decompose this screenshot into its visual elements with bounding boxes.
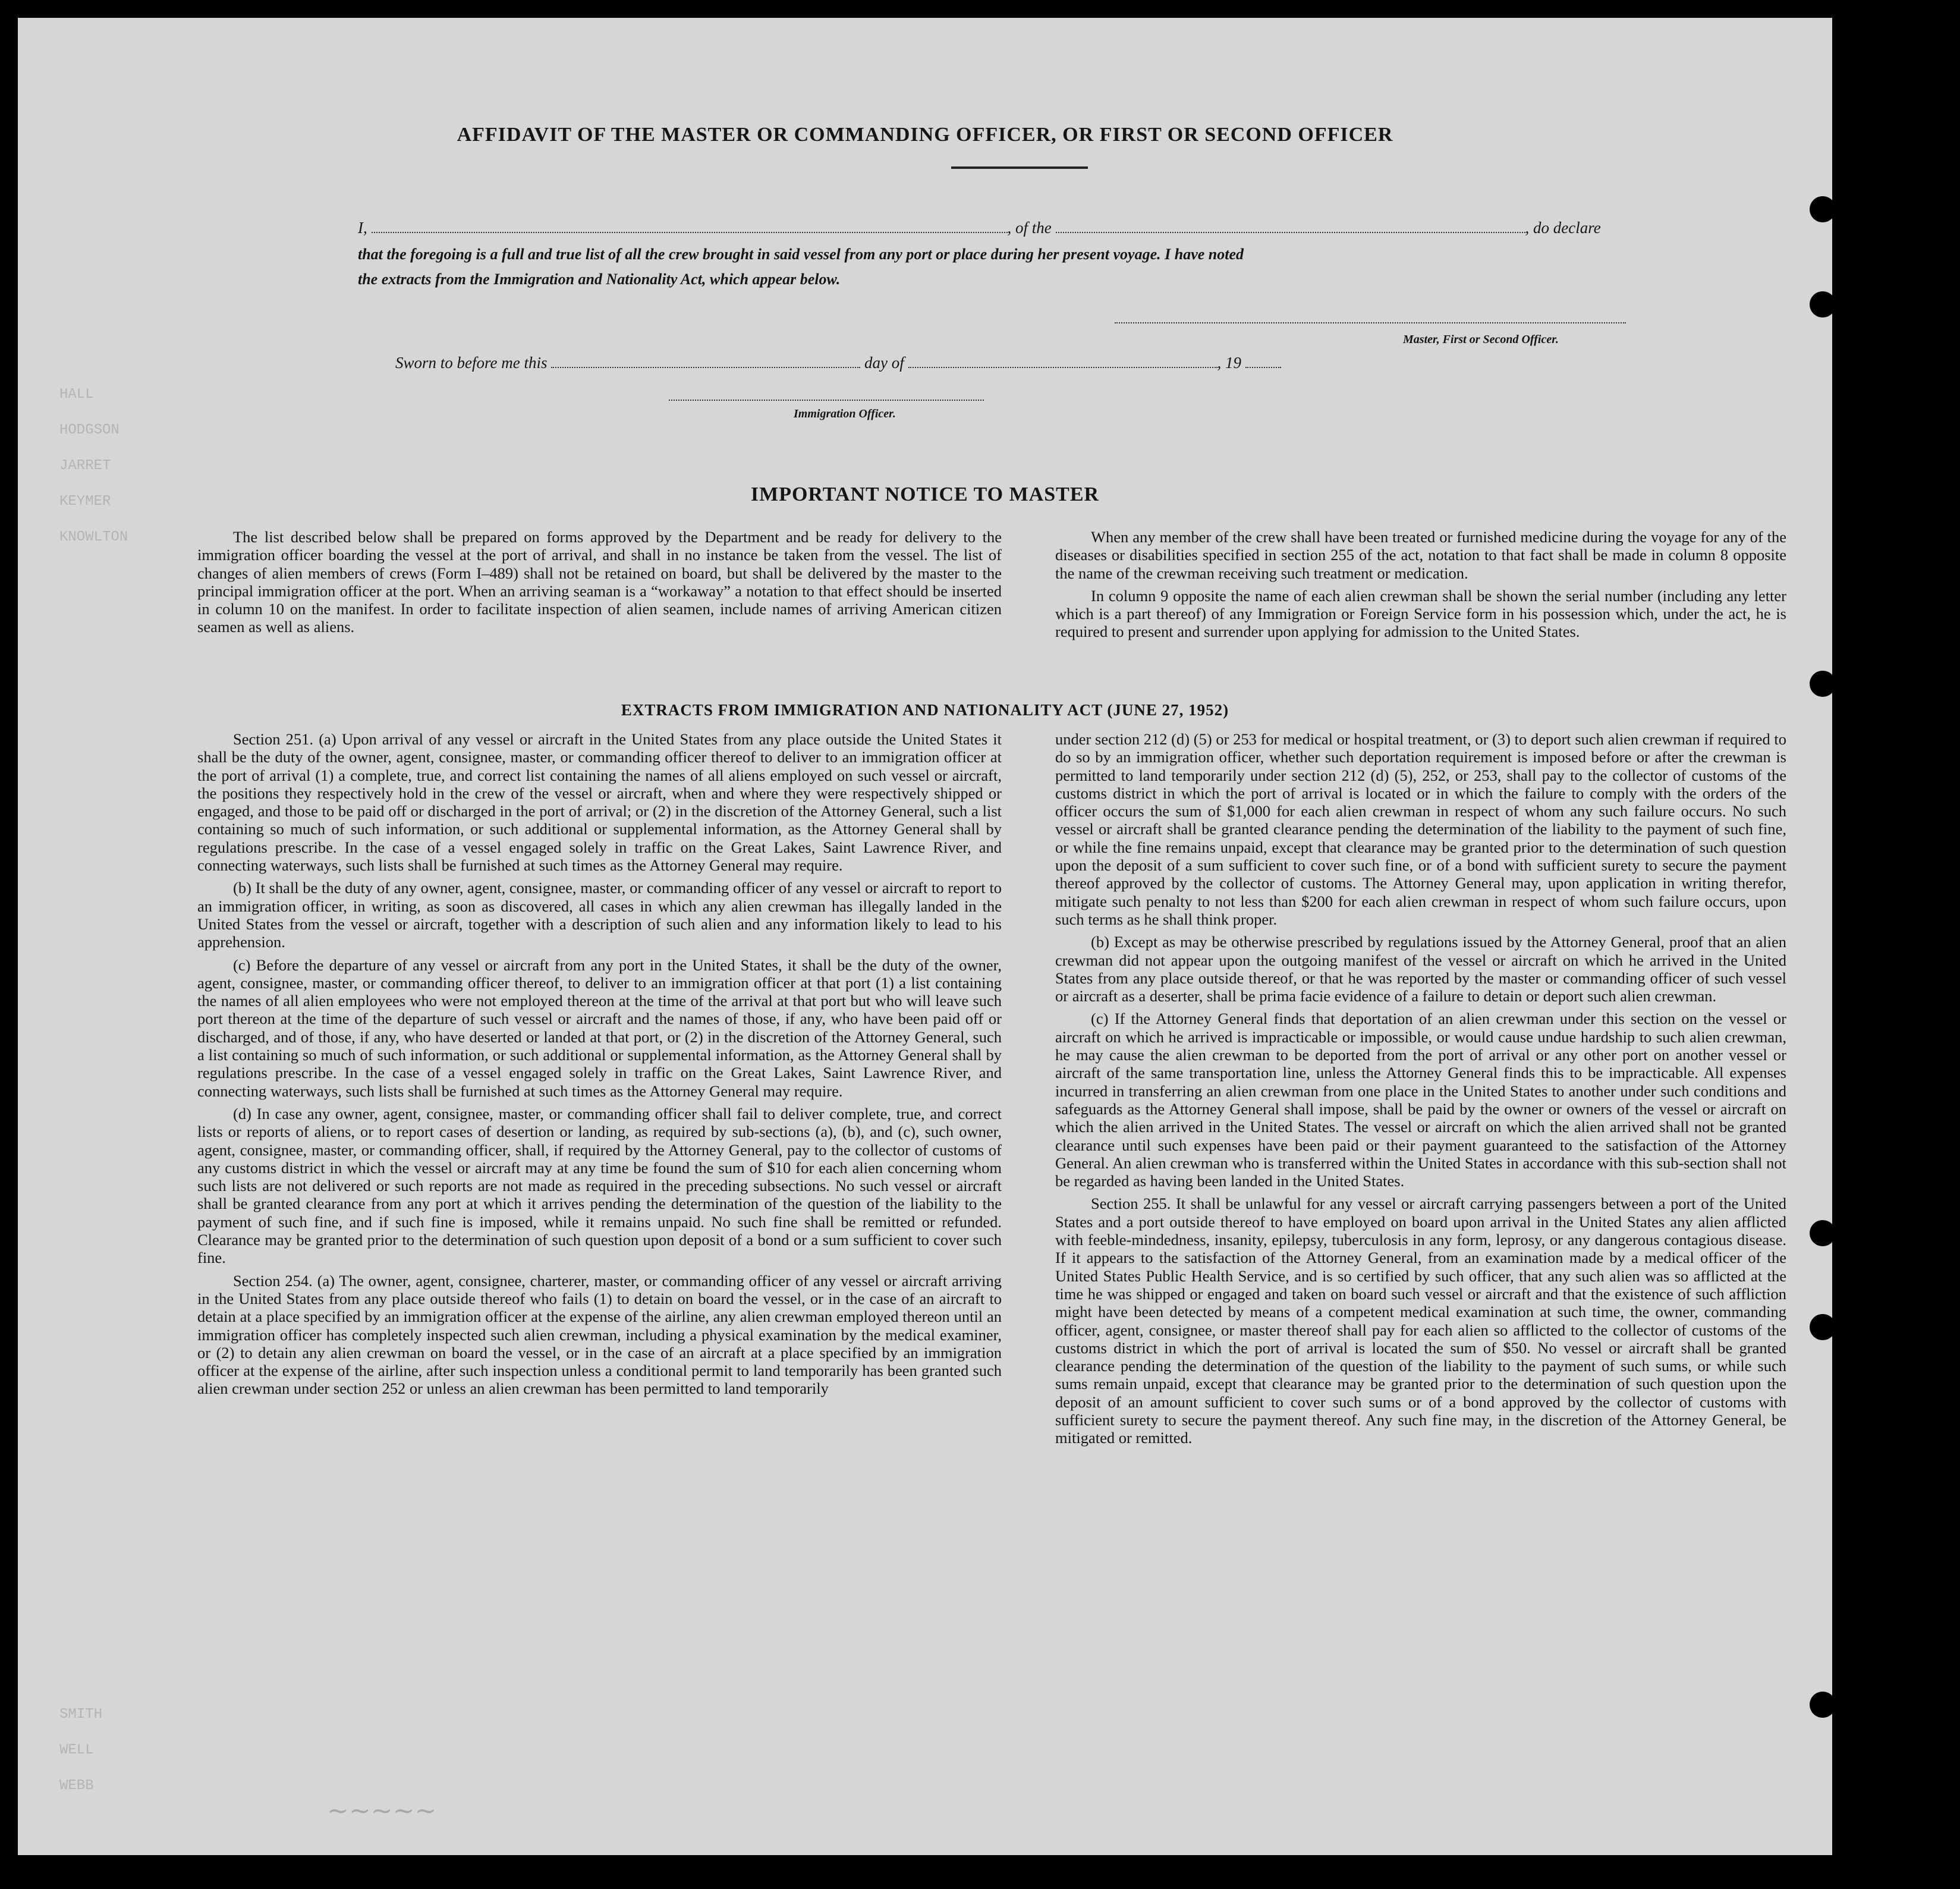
notice-left-column <box>197 528 1002 641</box>
of-the-label: , of the <box>1007 219 1052 237</box>
section-254-a: Section 254. (a) The owner, agent, consignee, charterer, master, or commanding officer of any vessel or aircraft arriving in the United States from any place outside thereof who fails (1) to detain on board the vessel, or in the case of an aircraft to detain at a place specified by an immigration officer at the expense of the airline, any alien crewman employed thereon until an immigration officer has completely inspected such alien crewman, including a physical examination by the medical examiner, or (2) to detain any alien crewman on board the vessel, or in the case of an aircraft at a place specified by an immigration officer at the expense of the airline, after such inspection unless a conditional permit to land temporarily has been granted such alien crewman under section 252 or unless an alien crewman has been permitted to land temporarily <box>197 1271 1002 1398</box>
vessel-name-field[interactable] <box>1056 220 1525 233</box>
section-251-c: (c) Before the departure of any vessel or aircraft from any port in the United States, it shall be the duty of the owner, agent, consignee, master, or commanding officer thereof, to deliver to an immigration officer at that port (1) a list containing the names of all alien employees who were not employed thereon at the time of the arrival at that port but who will leave such port thereon at the time of the departure of such vessel or aircraft and the names of those, if any, who have been paid off or discharged, and of those, if any, who have deserted or landed at that port, or (2) in the discretion of the Attorney General, such a list containing so much of such information, or such additional or supplemental information, as the Attorney General shall by regulations prescribe. In the case of a vessel engaged solely in traffic on the Great Lakes, Saint Lawrence River, and connecting waterways, such lists shall be furnished at such times as the Attorney General may require. <box>197 955 1002 1100</box>
punch-hole <box>1810 1314 1836 1340</box>
section-251-d: (d) In case any owner, agent, consignee, master, or commanding officer shall fail to deliver complete, true, and correct lists or reports of aliens, or to report cases of desertion or landing, as required by sub-sections (a), (b), and (c), such owner, agent, consignee, master, or commanding officer, shall, if required by the Attorney General, pay to the collector of customs of any customs district in which the vessel or aircraft may at any time be found the sum of $10 for each alien concerning whom such lists are not delivered or such reports are not made as required in the preceding subsections. No such vessel or aircraft shall be granted clearance from any port at which it arrives pending the determination of the question of the liability to the payment of such fine, and if such fine is imposed, while it remains unpaid. No such fine shall be remitted or refunded. Clearance may be granted prior to the determination of such question upon deposit of a bond or a sum sufficient to cover such fine. <box>197 1104 1002 1267</box>
master-signature-field[interactable] <box>1115 309 1626 328</box>
section-254-c: (c) If the Attorney General finds that deportation of an alien crewman under this section on the vessel or aircraft on which he arrived is impracticable or impossible, or would cause undue hardship to such alien crewman, he may cause the alien crewman to be deported from the port of arrival or any other port on another vessel or aircraft of the same transportation line, unless the Attorney General finds this to be impracticable. All expenses incurred in transferring an alien crewman from one place in the United States to another under such conditions and safeguards as the Attorney General shall impose, shall be paid by the owner or owners of the vessel or aircraft on which the alien arrived in the United States. The vessel or aircraft on which the alien arrived shall not be granted clearance until such expenses have been paid or their payment guaranteed to the satisfaction of the Attorney General. An alien crewman who is transferred within the United States in accordance with this sub-section shall not be regarded as having been landed in the United States. <box>1055 1010 1786 1190</box>
bleed-through-text: SMITH <box>59 1706 103 1723</box>
sworn-year-field[interactable] <box>1245 355 1281 368</box>
document-sheet <box>18 18 1832 1855</box>
bleed-through-text: WELL <box>59 1742 94 1758</box>
bleed-through-signature: ~~~~~ <box>327 1796 437 1826</box>
notice-title: IMPORTANT NOTICE TO MASTER <box>750 483 1100 505</box>
punch-hole <box>1810 291 1836 318</box>
bleed-through-text: KEYMER <box>59 494 111 510</box>
section-254-b: (b) Except as may be otherwise prescribed by regulations issued by the Attorney General, proof that an alien crewman did not appear upon the outgoing manifest of the vessel or aircraft on which he arrived in the United States from any place outside thereof, or that he was reported by the master or commanding officer of such vessel or aircraft as a deserter, shall be prima facie evidence of a failure to detain or deport such alien crewman. <box>1055 933 1786 1005</box>
title-underline <box>951 166 1088 169</box>
punch-hole <box>1810 196 1836 222</box>
punch-hole <box>1810 1692 1836 1718</box>
section-255: Section 255. It shall be unlawful for any vessel or aircraft carrying passengers between a port of the United States and a port outside thereof to have employed on board upon arrival in the United States any alien afflicted with feeble-mindedness, insanity, epilepsy, tuberculosis in any form, leprosy, or any dangerous contagious disease. If it appears to the satisfaction of the Attorney General, from an examination made by a medical officer of the United States Public Health Service, and is so certified by such officer, that any such alien was so afflicted at the time he was shipped or engaged and taken on board such vessel or aircraft and that the existence of such affliction might have been detected by means of a competent medical examination at such time, the owner, commanding officer, agent, consignee, or master thereof shall pay for each alien so afflicted to the collector of customs of the customs district in which the port of arrival is located the sum of $50. No vessel or aircraft shall be granted clearance pending the determination of the question of the liability to the payment of such sums, or while such sums remain unpaid, except that clearance may be granted prior to the determination of such question upon the deposit of an amount sufficient to cover such sums or of a bond approved by the collector of customs with sufficient surety to secure the payment thereof. Any such fine may, in the discretion of the Attorney General, be mitigated or remitted. <box>1055 1195 1786 1447</box>
declarant-name-field[interactable] <box>372 220 1008 233</box>
do-declare-label: , do declare <box>1525 219 1601 237</box>
statement-line-2: the extracts from the Immigration and Nationality Act, which appear below. <box>358 271 841 288</box>
section-251-a: Section 251. (a) Upon arrival of any vessel or aircraft in the United States from any place outside the United States it shall be the duty of the owner, agent, consignee, master, or commanding officer thereof to deliver to an immigration officer at the port of arrival (1) a complete, true, and correct list containing the names of all aliens employed on such vessel or aircraft, the positions they respectively hold in the crew of the vessel or aircraft, when and where they were respectively shipped or engaged, and those to be paid off or discharged in the port of arrival; or (2) in the discretion of the Attorney General, such a list containing so much of such information, or such additional or supplemental information, as the Attorney General shall by regulations prescribe. In the case of a vessel engaged solely in traffic on the Great Lakes, Saint Lawrence River, and connecting waterways, such lists shall be furnished at such times as the Attorney General may require. <box>197 730 1002 875</box>
section-254-a-continued: under section 212 (d) (5) or 253 for medical or hospital treatment, or (3) to deport such alien crewman if required to do so by an immigration officer, whether such deportation requirement is imposed before or after the crewman is permitted to land temporarily under section 212 (d) (5), 252, or 253, shall pay to the collector of customs of the customs district in which the port of arrival is located or in which the failure to comply with the orders of the officer occurs the sum of $1,000 for each alien crewman in respect of whom any such failure occurs. No such vessel or aircraft shall be granted clearance pending the determination of the liability to the payment of such fine, or while the fine remains unpaid, except that clearance may be granted prior to the determination of such question upon the deposit of a sum sufficient to cover such fine, or of a bond with sufficient surety to secure the payment thereof approved by the collector of customs. The Attorney General may, upon application in writing therefor, mitigate such penalty to not less than $200 for each alien crewman in respect of whom such failure occurs, upon such terms as he shall think proper. <box>1055 730 1786 928</box>
notice-right-paragraph-2: In column 9 opposite the name of each alien crewman shall be shown the serial number (including any letter which is a part thereof) of any Immigration or Foreign Service form in his possession which, under the act, he is required to present and surrender upon applying for admission to the United States. <box>1055 586 1786 641</box>
sworn-date-field[interactable] <box>551 355 860 368</box>
sworn-label: Sworn to before me this <box>395 354 548 372</box>
sworn-line <box>395 354 1281 372</box>
notice-right-column <box>1055 528 1786 646</box>
day-of-label: day of <box>864 354 904 372</box>
punch-hole <box>1810 671 1836 697</box>
extracts-left-column <box>197 730 1002 1403</box>
declaration-line <box>358 219 1601 237</box>
statement-line-1: that the foregoing is a full and true list of all the crew brought in said vessel from any port or place during her present voyage. I have noted <box>358 246 1244 263</box>
sworn-month-field[interactable] <box>908 355 1217 368</box>
officer-signature-field[interactable] <box>669 386 984 405</box>
punch-hole <box>1810 1220 1836 1246</box>
section-251-b: (b) It shall be the duty of any owner, agent, consignee, master, or commanding officer of any vessel or aircraft to report to an immigration officer, in writing, as soon as discovered, all cases in which any alien crewman has illegally landed in the United States from the vessel or aircraft, together with a description of such alien and any information likely to lead to his apprehension. <box>197 879 1002 951</box>
bleed-through-text: WEBB <box>59 1778 94 1794</box>
master-caption: Master, First or Second Officer. <box>1403 333 1559 346</box>
notice-left-paragraph: The list described below shall be prepared on forms approved by the Department and be ready for delivery to the immigration officer boarding the vessel at the port of arrival, and shall in no instance be taken from the vessel. The list of changes of alien members of crews (Form I–489) shall not be retained on board, but shall be delivered by the master to the principal immigration officer at the port. When an arriving seaman is a “workaway” a notation to that effect should be inserted in column 10 on the manifest. In order to facilitate inspection of alien seamen, include names of arriving American citizen seamen as well as aliens. <box>197 528 1002 636</box>
declarant-prefix: I, <box>358 219 367 237</box>
notice-right-paragraph-1: When any member of the crew shall have been treated or furnished medicine during the voyage for any of the diseases or disabilities specified in section 255 of the act, notation to that fact shall be made in column 8 opposite the name of the crewman receiving such treatment or medication. <box>1055 528 1786 582</box>
bleed-through-text: HALL <box>59 386 94 403</box>
bleed-through-text: KNOWLTON <box>59 529 128 545</box>
extracts-title: EXTRACTS FROM IMMIGRATION AND NATIONALITY ACT (JUNE 27, 1952) <box>621 701 1229 719</box>
year-prefix: , 19 <box>1217 354 1241 372</box>
officer-caption: Immigration Officer. <box>794 407 896 420</box>
extracts-right-column <box>1055 730 1786 1452</box>
affidavit-title: AFFIDAVIT OF THE MASTER OR COMMANDING OFFICER, OR FIRST OR SECOND OFFICER <box>457 124 1393 146</box>
bleed-through-text: JARRET <box>59 458 111 474</box>
bleed-through-text: HODGSON <box>59 422 119 438</box>
